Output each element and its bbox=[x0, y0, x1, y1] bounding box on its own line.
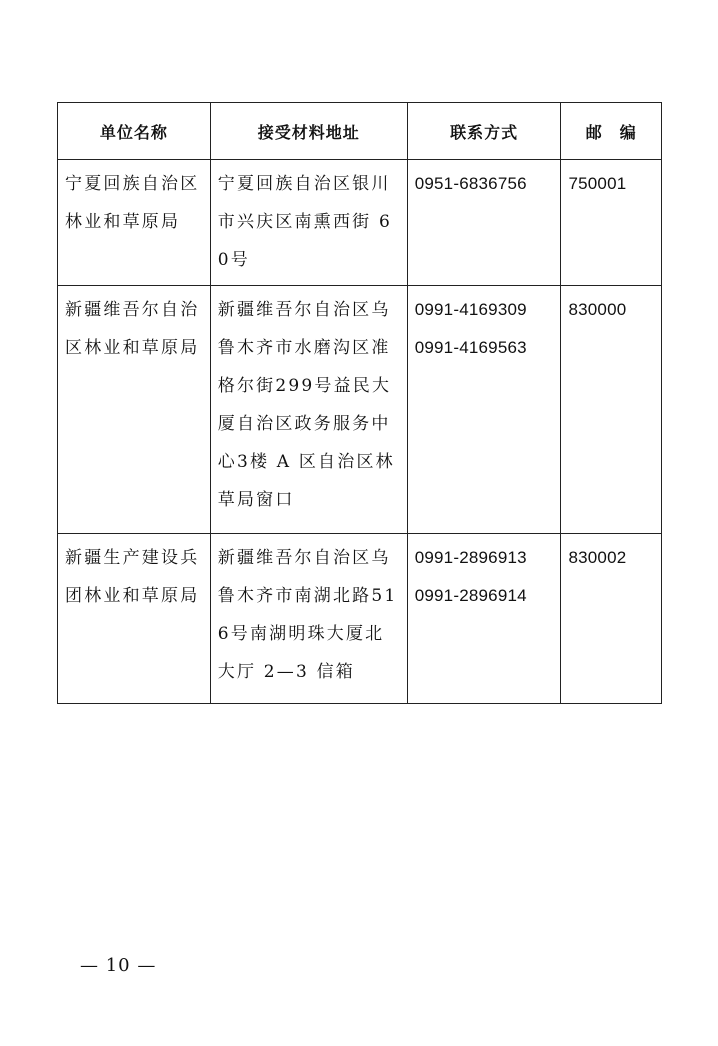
phone-number: 0991-2896913 bbox=[414, 548, 527, 567]
header-unit-name: 单位名称 bbox=[58, 103, 211, 160]
table-row bbox=[58, 534, 662, 704]
postcode-text: 830002 bbox=[568, 548, 627, 567]
page-number: — 10 — bbox=[80, 955, 157, 976]
unit-cell bbox=[58, 534, 211, 704]
phone-number: 0991-2896914 bbox=[414, 586, 527, 605]
postcode-cell bbox=[561, 160, 662, 286]
header-address: 接受材料地址 bbox=[210, 103, 407, 160]
contact-cell bbox=[407, 534, 561, 704]
unit-name: 新疆生产建设兵团林业和草原局 bbox=[65, 548, 200, 606]
postcode-text: 750001 bbox=[568, 174, 627, 193]
contact-table bbox=[57, 102, 662, 704]
unit-cell bbox=[58, 160, 211, 286]
address-text: 新疆维吾尔自治区乌鲁木齐市南湖北路516号南湖明珠大厦北大厅 2—3 信箱 bbox=[217, 548, 398, 682]
contact-cell bbox=[407, 160, 561, 286]
address-cell bbox=[210, 160, 407, 286]
postcode-cell bbox=[561, 286, 662, 534]
table-row bbox=[58, 160, 662, 286]
phone-number: 0951-6836756 bbox=[414, 174, 527, 193]
phone-number: 0991-4169563 bbox=[414, 338, 527, 357]
table-header-row bbox=[58, 103, 662, 160]
header-postcode: 邮 编 bbox=[561, 103, 662, 160]
phone-number: 0991-4169309 bbox=[414, 300, 527, 319]
address-text: 新疆维吾尔自治区乌鲁木齐市水磨沟区准格尔街299号益民大厦自治区政务服务中心3楼 A 区自治区林草局窗口 bbox=[217, 300, 395, 510]
address-text: 宁夏回族自治区银川市兴庆区南熏西街 60号 bbox=[217, 174, 392, 270]
unit-name: 新疆维吾尔自治区林业和草原局 bbox=[65, 300, 200, 358]
table-row bbox=[58, 286, 662, 534]
postcode-cell bbox=[561, 534, 662, 704]
unit-cell bbox=[58, 286, 211, 534]
address-cell bbox=[210, 286, 407, 534]
unit-name: 宁夏回族自治区林业和草原局 bbox=[65, 174, 200, 232]
header-contact: 联系方式 bbox=[407, 103, 561, 160]
address-cell bbox=[210, 534, 407, 704]
contact-cell bbox=[407, 286, 561, 534]
postcode-text: 830000 bbox=[568, 300, 627, 319]
